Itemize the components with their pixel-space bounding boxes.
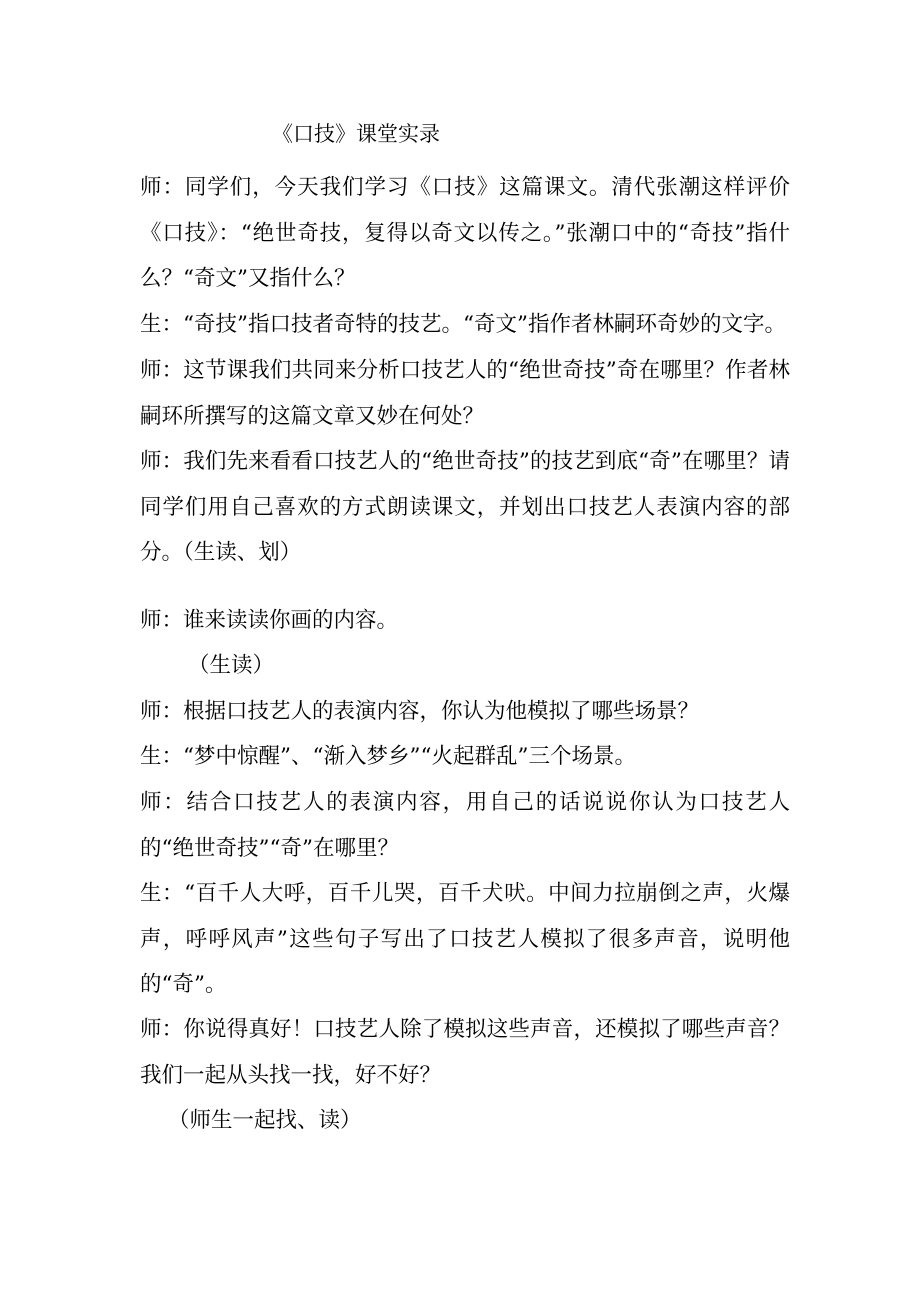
paragraph-student-answer-3: 生：“百千人大呼，百千儿哭，百千犬吠。中间力拉崩倒之声，火爆声，呼呼风声”这些句子写出了口技艺人模拟了很多声音，说明他的“奇”。 (140, 881, 790, 997)
paragraph-teacher-praise: 师：你说得真好！口技艺人除了模拟这些声音，还模拟了哪些声音？我们一起从头找一找，好不好？ (140, 1017, 790, 1088)
paragraph-student-answer-1: 生：“奇技”指口技者奇特的技艺。“奇文”指作者林嗣环奇妙的文字。 (140, 312, 786, 337)
paragraph-teacher-intro: 师：同学们，今天我们学习《口技》这篇课文。清代张潮这样评价《口技》：“绝世奇技，复得以奇文以传之。”张潮口中的“奇技”指什么？“奇文”又指什么？ (140, 175, 790, 291)
paragraph-student-answer-2: 生：“梦中惊醒”、“渐入梦乡”“火起群乱”三个场景。 (140, 744, 636, 769)
paragraph-class-activity: （师生一起找、读） (168, 1108, 362, 1133)
paragraph-student-reads: （生读） (188, 653, 275, 678)
paragraph-teacher-question-1: 师：这节课我们共同来分析口技艺人的“绝世奇技”奇在哪里？作者林嗣环所撰写的这篇文章又妙在何处？ (140, 358, 790, 429)
paragraph-teacher-ask-read: 师：谁来读读你画的内容。 (140, 608, 399, 633)
paragraph-teacher-question-2: 师：根据口技艺人的表演内容，你认为他模拟了哪些场景？ (140, 699, 700, 724)
paragraph-teacher-question-3: 师：结合口技艺人的表演内容，用自己的话说说你认为口技艺人的“绝世奇技”“奇”在哪里？ (140, 790, 790, 861)
paragraph-teacher-instruction: 师：我们先来看看口技艺人的“绝世奇技”的技艺到底“奇”在哪里？请同学们用自己喜欢的方式朗读课文，并划出口技艺人表演内容的部分。（生读、划） (140, 449, 790, 565)
document-title: 《口技》课堂实录 (272, 122, 440, 146)
